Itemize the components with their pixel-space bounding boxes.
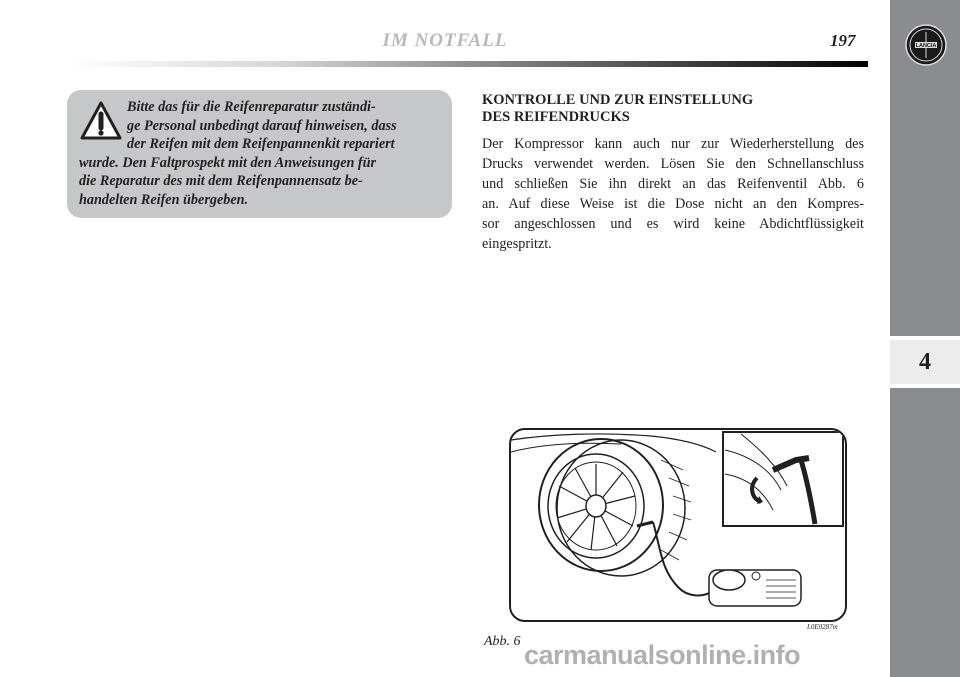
compressor-tire-illustration	[511, 430, 845, 620]
body-line: Drucks verwendet werden. Lösen Sie den Schnellanschluss	[482, 156, 864, 172]
header-rule	[68, 61, 868, 67]
section-heading-line: KONTROLLE UND ZUR EINSTELLUNG	[482, 92, 754, 108]
logo-text: LANCIA	[915, 43, 937, 50]
page-number: 197	[830, 31, 856, 50]
figure-code: L0E0287m	[807, 623, 838, 631]
warning-line: die Reparatur des mit dem Reifenpannensatz be-	[79, 173, 363, 189]
watermark-text: carmanualsonline.info	[524, 640, 801, 670]
section-body	[482, 134, 864, 254]
body-line: eingespritzt.	[482, 236, 552, 252]
figure-compressor-illustration	[509, 428, 847, 622]
figure-caption: Abb. 6	[484, 634, 521, 649]
warning-line: Bitte das für die Reifenreparatur zuständi-	[127, 99, 376, 115]
page-header-title: IM NOTFALL	[382, 30, 508, 51]
body-line: an. Auf diese Weise ist die Dose nicht an den Kompres-	[482, 196, 864, 212]
chapter-number: 4	[919, 348, 931, 375]
body-line: sor angeschlossen und es wird keine Abdichtflüssigkeit	[482, 216, 864, 232]
warning-line: ge Personal unbedingt darauf hinweisen, dass	[127, 117, 397, 134]
warning-line: handelten Reifen übergeben.	[79, 191, 249, 208]
section-heading-line: DES REIFENDRUCKS	[482, 109, 630, 125]
lancia-logo-icon	[905, 24, 947, 66]
warning-box	[67, 90, 452, 218]
warning-text	[79, 98, 445, 209]
warning-line: der Reifen mit dem Reifenpannenkit repariert	[127, 136, 395, 152]
side-tab-divider	[890, 384, 960, 388]
warning-line: wurde. Den Faltprospekt mit den Anweisungen für	[79, 154, 377, 171]
body-line: und schließen Sie ihn direkt an das Reifenventil Abb. 6	[482, 176, 864, 192]
chapter-tab-active[interactable]	[890, 340, 960, 384]
chapter-side-tab	[890, 0, 960, 677]
body-line: Der Kompressor kann auch nur zur Wiederherstellung des	[482, 136, 864, 152]
section-heading	[482, 92, 862, 126]
